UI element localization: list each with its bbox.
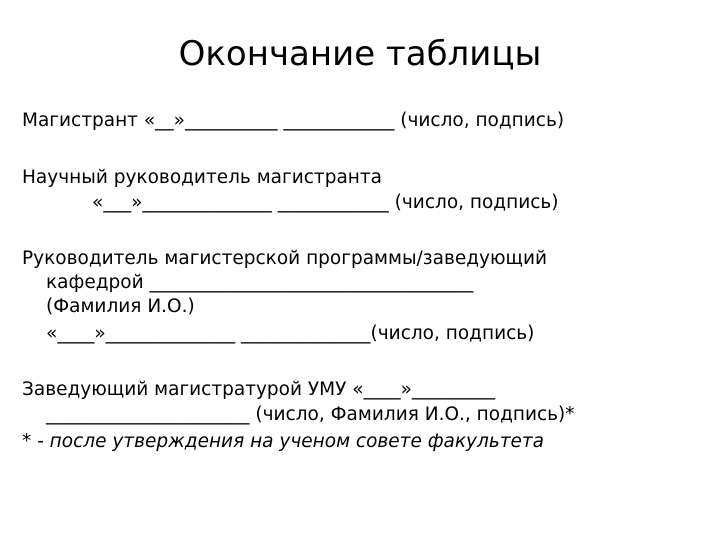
program-head-signature-line: «____»______________ ______________(число, подпись) (46, 323, 535, 344)
master-office-head-signature-line: ______________________ (число, Фамилия И.О., подпись)* (46, 404, 575, 425)
department-line: кафедрой ___________________________________ (46, 272, 474, 293)
master-office-head-label: Заведующий магистратурой УМУ «____»_________ (22, 379, 496, 400)
slide-title: Окончание таблицы (178, 34, 542, 74)
master-student-line: Магистрант «__»__________ ____________ (число, подпись) (22, 110, 565, 131)
footnote: * - после утверждения на ученом совете факультета (22, 431, 544, 452)
program-head-label: Руководитель магистерской программы/заведующий (22, 248, 548, 269)
name-hint: (Фамилия И.О.) (46, 296, 195, 317)
scientific-supervisor-signature-line: «___»______________ ____________ (число, подпись) (92, 192, 559, 213)
scientific-supervisor-label: Научный руководитель магистранта (22, 167, 382, 188)
